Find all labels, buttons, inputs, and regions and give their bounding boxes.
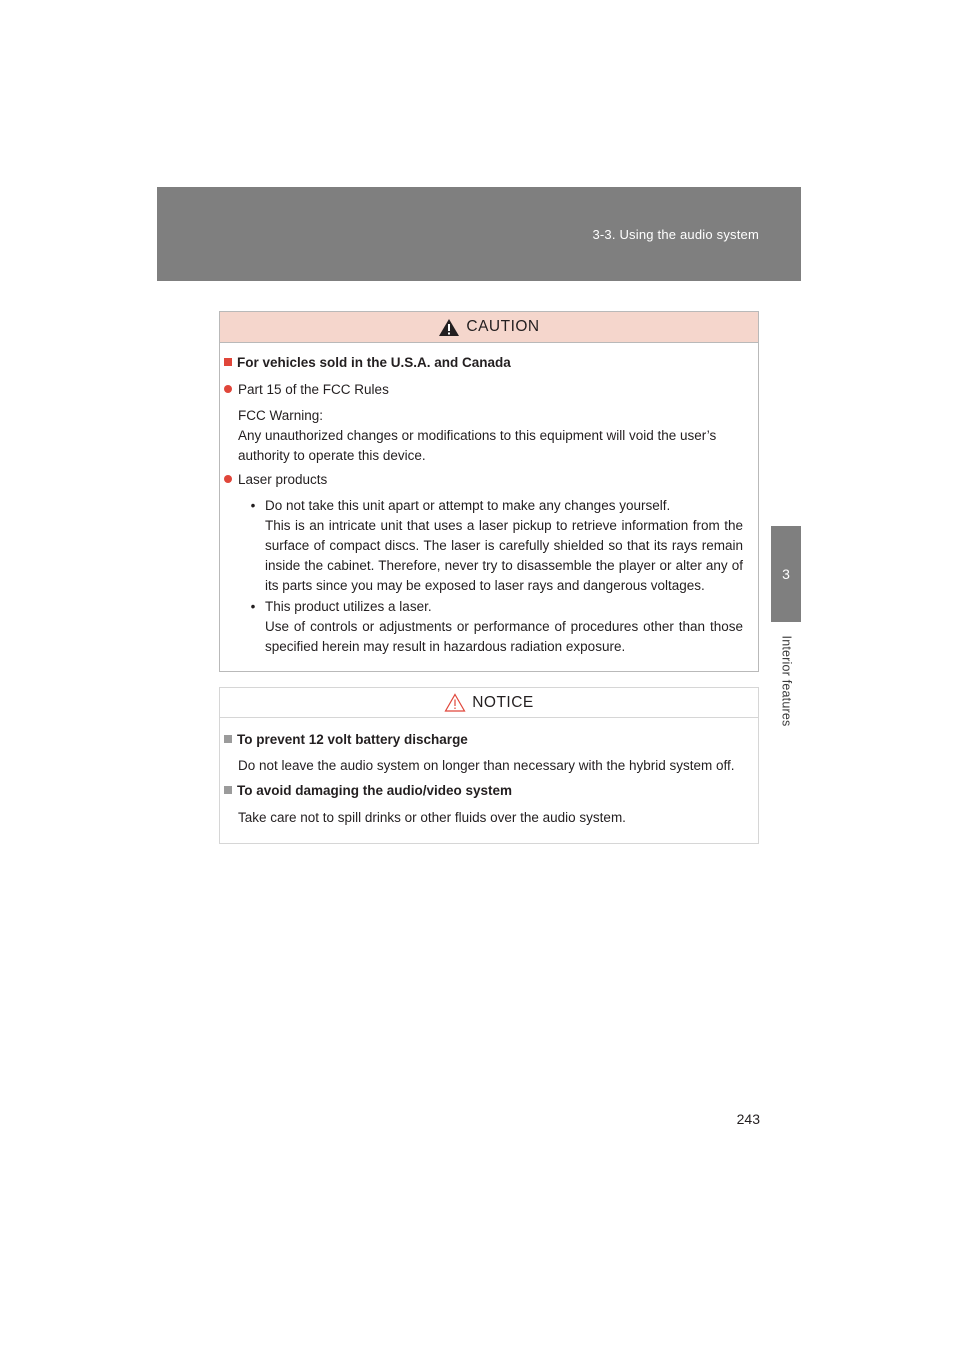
bullet-marker: • <box>250 498 256 513</box>
notice-header <box>220 688 758 718</box>
laser-item <box>224 470 327 490</box>
square-bullet-icon <box>224 735 232 743</box>
notice-triangle-icon <box>444 693 466 712</box>
square-bullet-icon <box>224 358 232 366</box>
chapter-number: 3 <box>782 566 790 582</box>
square-bullet-icon <box>224 786 232 794</box>
round-bullet-icon <box>224 385 232 393</box>
round-bullet-icon <box>224 475 232 483</box>
section-title: 3-3. Using the audio system <box>592 227 759 242</box>
fcc-warning-text <box>238 406 758 466</box>
notice-heading-battery: To prevent 12 volt battery discharge <box>224 732 468 747</box>
laser-bullet-2 <box>265 597 743 657</box>
laser-bullet-1-body: This is an intricate unit that uses a laser pickup to retrieve information from the surface of compact discs. The laser is carefully shielded so that its rays remain inside the cabinet. Therefore, never try to disassemble the player or alter any of its parts since you may be exposed to laser rays and dangerous voltages. <box>265 518 743 593</box>
chapter-label: Interior features <box>779 635 794 727</box>
section-header-band <box>157 187 801 281</box>
notice-title: NOTICE <box>472 693 534 711</box>
notice-text-damage: Take care not to spill drinks or other fluids over the audio system. <box>238 810 626 825</box>
notice-text-battery: Do not leave the audio system on longer than necessary with the hybrid system off. <box>238 758 735 773</box>
caution-header <box>220 312 758 343</box>
page-number: 243 <box>736 1111 760 1127</box>
fcc-item <box>224 380 389 400</box>
laser-bullet-2-lead: This product utilizes a laser. <box>265 599 432 614</box>
caution-box <box>219 311 759 672</box>
fcc-warning-label: FCC Warning: <box>238 408 324 423</box>
caution-title: CAUTION <box>466 318 540 335</box>
fcc-warning-body: Any unauthorized changes or modifications to this equipment will void the user’s authority to operate this device. <box>238 428 717 463</box>
chapter-number-tab <box>771 526 801 622</box>
notice-heading-damage: To avoid damaging the audio/video system <box>224 783 512 798</box>
fcc-item-title: Part 15 of the FCC Rules <box>238 382 389 397</box>
laser-bullet-1-lead: Do not take this unit apart or attempt to make any changes yourself. <box>265 498 671 513</box>
caution-section-heading: For vehicles sold in the U.S.A. and Canada <box>224 355 511 370</box>
laser-bullet-2-body: Use of controls or adjustments or performance of procedures other than those specified herein may result in hazardous radiation exposure. <box>265 619 743 654</box>
laser-item-title: Laser products <box>238 472 328 487</box>
bullet-marker: • <box>250 599 256 614</box>
warning-triangle-icon <box>438 318 460 337</box>
laser-bullet-1 <box>265 496 743 596</box>
notice-box <box>219 687 759 844</box>
chapter-label-container <box>770 632 802 730</box>
